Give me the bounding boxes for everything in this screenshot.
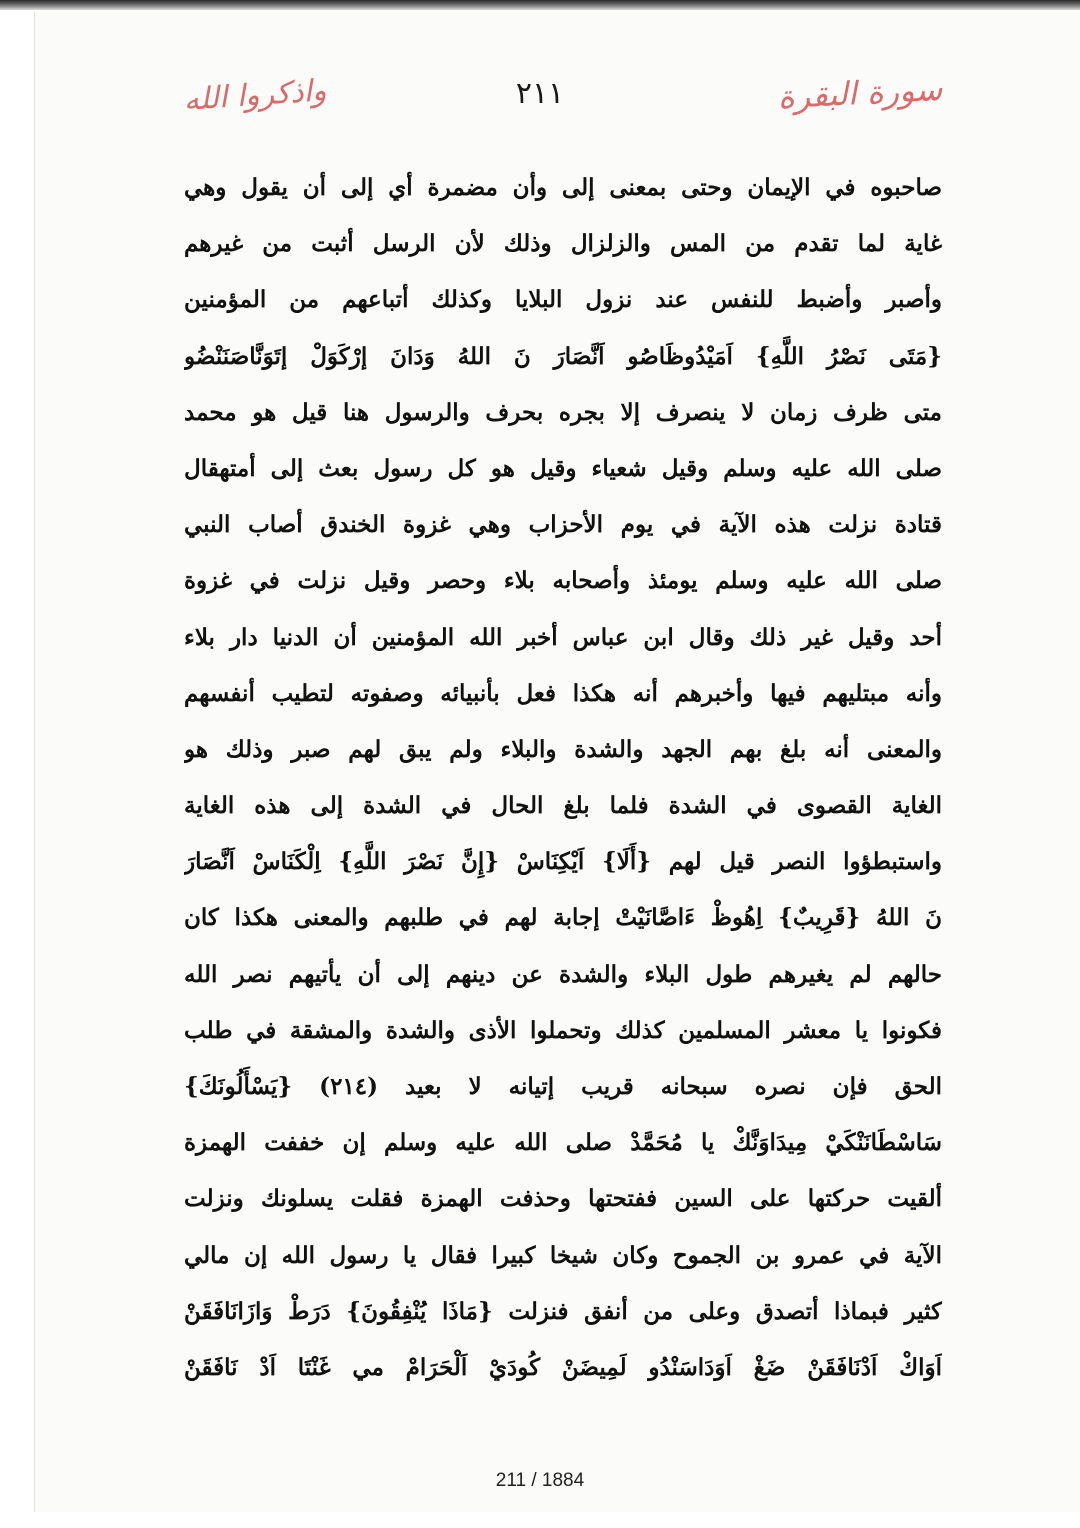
text-line: اَوَاكْ اَدْنَافَقَنْ ضَغْ اَوَدَاسَنْدُو لَمِيضَنْ كُودَيْ اَلْحَرَامْ مي غَنْتَا اَدْ نَافَقَنْ [184,1353,942,1381]
text-line: حالهم لم يغيرهم طول البلاء والشدة عن دينهم إلى أن يأتيهم نصر الله [184,960,942,988]
scan-edge [0,0,1080,10]
body-text [184,160,942,1396]
text-line: الآية في عمرو بن الجموح وكان شيخا كبيرا فقال يا رسول الله إن مالي [184,1241,942,1269]
text-line: فكونوا يا معشر المسلمين كذلك وتحملوا الأذى والشدة والمشقة في طلب [184,1016,942,1044]
handwritten-surah-name: سورة البقرة [776,69,944,117]
text-line: صلى الله عليه وسلم وقيل شعياء وقيل هو كل رسول بعث إلى أمتهقال [184,454,942,482]
text-line: كثير فبماذا أتصدق وعلى من أنفق فنزلت {مَاذَا يُنْفِقُونَ} دَرَطْ وَازَانَافَقَنْ [184,1297,942,1325]
printed-page-number: ٢١١ [515,76,565,111]
text-line: والمعنى أنه بلغ بهم الجهد والشدة والبلاء ولم يبق لهم صبر وذلك هو [184,735,942,763]
text-line: نَ اللهُ {قَرِيبٌ} اِهُوظْ ءَاصَّانَيْتْ إجابة لهم في طلبهم والمعنى هكذا كان [184,904,942,932]
text-line: وأنه مبتليهم فيها وأخبرهم أنه هكذا فعل بأنبيائه وصفوته لتطيب أنفسهم [184,679,942,707]
text-line: أحد وقيل غير ذلك وقال ابن عباس أخبر الله المؤمنين أن الدنيا دار بلاء [184,623,942,651]
text-line: {مَتَى نَصْرُ اللَّهِ} اَمَيْدُوظَاصُو اَنَّصَارَ نَ اللهُ وَدَانَ إرْكَوَلْ إتَوَنَّاصَنَنْضُو [184,342,942,370]
page-indicator: 211 / 1884 [495,1470,585,1491]
text-line: الغاية القصوى في الشدة فلما بلغ الحال في الشدة إلى هذه الغاية [184,792,942,820]
text-line: صاحبوه في الإيمان وحتى بمعنى إلى وأن مضمرة أي إلى أن يقول وهي [184,174,942,201]
text-line: صلى الله عليه وسلم يومئذ وأصحابه بلاء وحصر وقيل نزلت في غزوة [184,567,942,595]
text-line: واستبطؤوا النصر قيل لهم {أَلَا} اَيْكِنَاسْ {إِنَّ نَصْرَ اللَّهِ} اِلْكَنَاسْ اَنَّصَارَ [184,848,942,876]
text-line: ألقيت حركتها على السين ففتحتها وحذفت الهمزة فقلت يسلونك ونزلت [184,1185,942,1213]
text-line: وأصبر وأضبط للنفس عند نزول البلايا وكذلك أتباعهم من المؤمنين [184,286,942,314]
text-line: سَاسْطَانَنْكَيْ مِيدَاوَنَّكْ يا مُحَمَّدْ صلى الله عليه وسلم إن خففت الهمزة [184,1129,942,1157]
text-line: الحق فإن نصره سبحانه قريب إتيانه لا بعيد (٢١٤) {يَسْأَلُونَكَ} [184,1073,942,1100]
handwritten-note-left: واذكروا الله [182,73,328,118]
text-line: متى ظرف زمان لا ينصرف إلا بجره بحرف والرسول هنا قيل هو محمد [184,398,942,426]
text-line: قتادة نزلت هذه الآية في يوم الأحزاب وهي غزوة الخندق أصاب النبي [184,511,942,539]
text-line: غاية لما تقدم من المس والزلزال وذلك لأن الرسل أثبت من غيرهم [184,230,942,258]
